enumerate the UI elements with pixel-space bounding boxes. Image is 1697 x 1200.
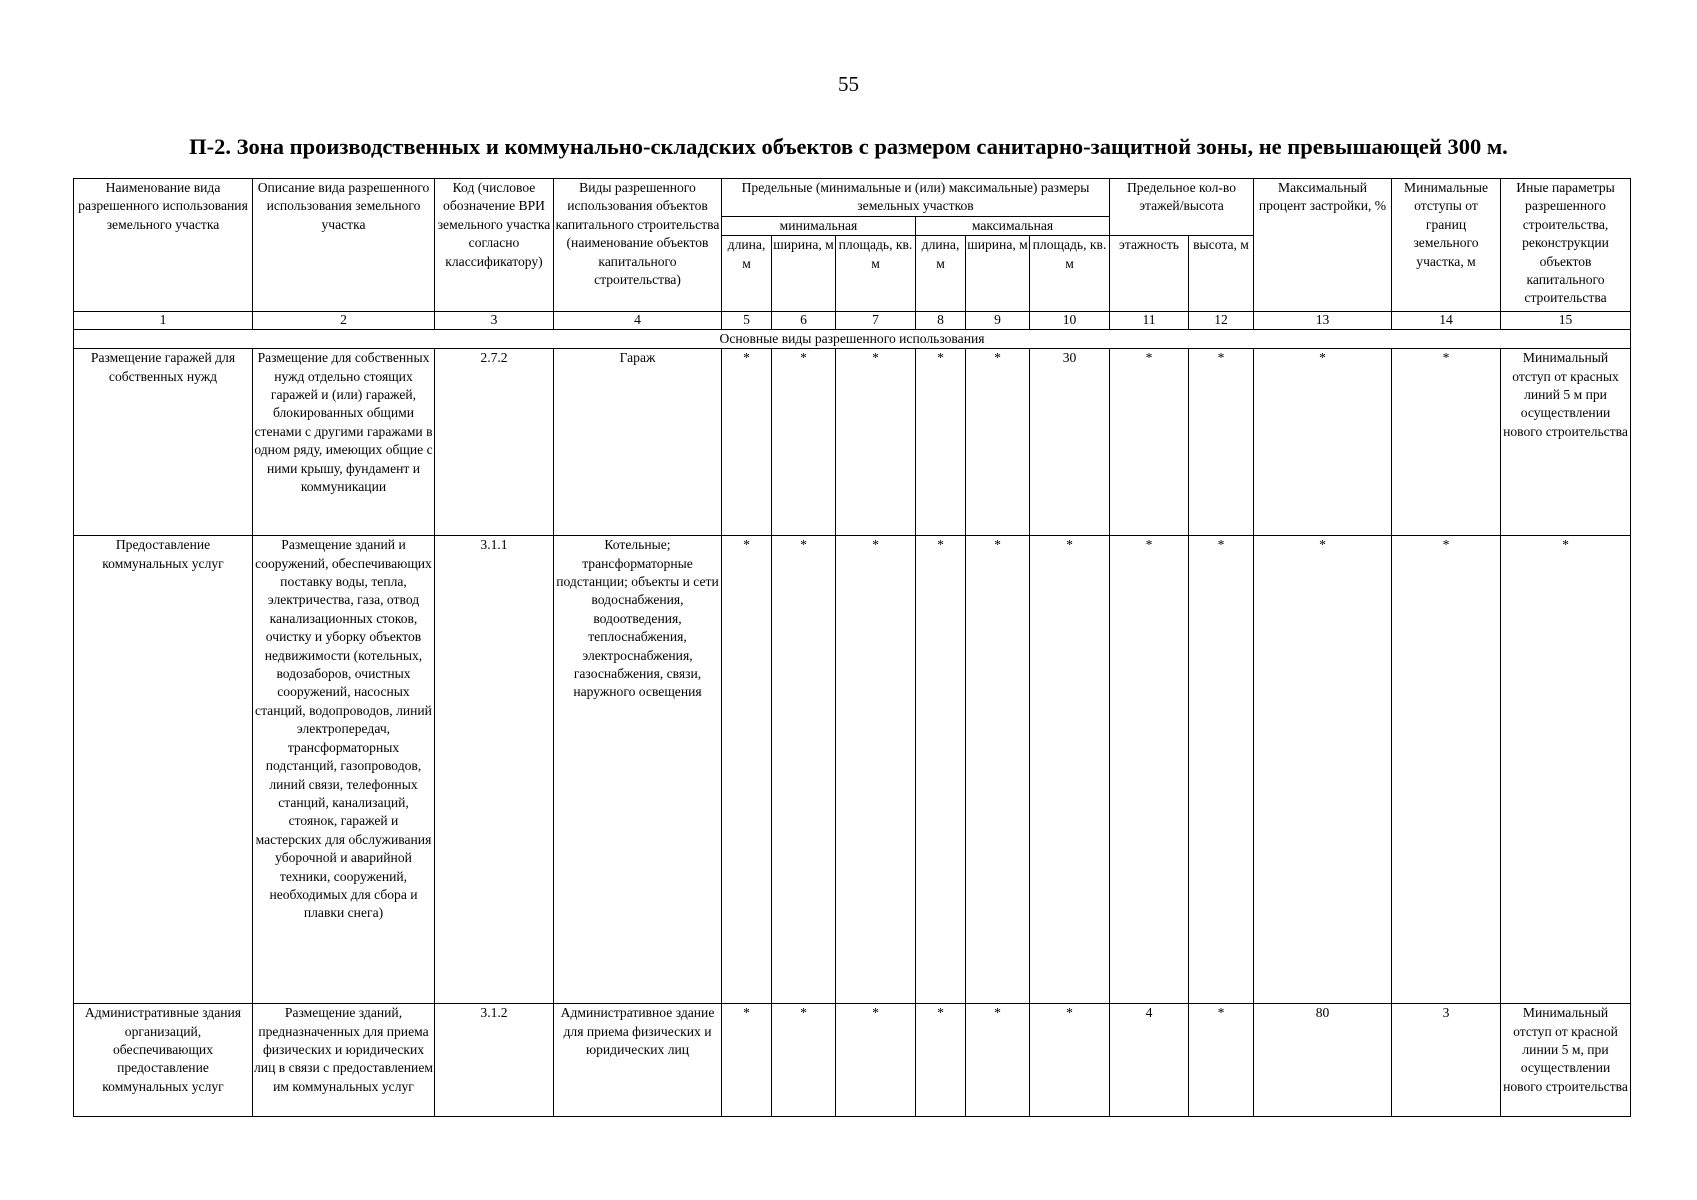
header-construction-objects: Виды разрешенного использования объектов капитального строительства (наименование объектов капитального строительства) — [554, 179, 722, 312]
max-length-value: * — [916, 536, 966, 1004]
column-number: 14 — [1392, 312, 1501, 330]
land-use-description: Размещение зданий и сооружений, обеспечивающих поставку воды, тепла, электричества, газа, отвод канализационных стоков, очистку и уборку объектов недвижимости (котельных, водозаборов, очистных сооружений, насосных станций, водопроводов, линий электропередач, трансформаторных подстанций, газопроводов, линий связи, телефонных станций, канализаций, стоянок, гаражей и мастерских для обслуживания уборочной и аварийной техники, сооружений, необходимых для сбора и плавки снега) — [253, 536, 435, 1004]
column-number: 8 — [916, 312, 966, 330]
max-width-value: * — [966, 349, 1030, 536]
min-width-value: * — [772, 349, 836, 536]
other-parameters-value: Минимальный отступ от красных линий 5 м при осуществлении нового строительства — [1501, 349, 1631, 536]
section-title: Основные виды разрешенного использования — [74, 330, 1631, 349]
column-number: 11 — [1110, 312, 1189, 330]
setback-value: 3 — [1392, 1004, 1501, 1117]
construction-objects: Гараж — [554, 349, 722, 536]
floors-value: * — [1110, 349, 1189, 536]
header-max-building-percent: Максимальный процент застройки, % — [1254, 179, 1392, 312]
column-number: 3 — [435, 312, 554, 330]
min-area-value: * — [836, 349, 916, 536]
header-max-length: длина, м — [916, 236, 966, 312]
max-length-value: * — [916, 1004, 966, 1117]
column-number: 1 — [74, 312, 253, 330]
section-row — [74, 330, 1631, 349]
header-min-area: площадь, кв. м — [836, 236, 916, 312]
column-number: 6 — [772, 312, 836, 330]
setback-value: * — [1392, 536, 1501, 1004]
max-width-value: * — [966, 536, 1030, 1004]
column-number: 15 — [1501, 312, 1631, 330]
header-max-width: ширина, м — [966, 236, 1030, 312]
header-floors: этажность — [1110, 236, 1189, 312]
table-row — [74, 536, 1631, 1004]
table-row — [74, 1004, 1631, 1117]
column-number: 10 — [1030, 312, 1110, 330]
max-length-value: * — [916, 349, 966, 536]
header-max-area: площадь, кв. м — [1030, 236, 1110, 312]
building-percent-value: * — [1254, 536, 1392, 1004]
land-use-code: 3.1.2 — [435, 1004, 554, 1117]
header-land-use-description: Описание вида разрешенного использования земельного участка — [253, 179, 435, 312]
min-area-value: * — [836, 536, 916, 1004]
height-value: * — [1189, 536, 1254, 1004]
header-land-use-name: Наименование вида разрешенного использования земельного участка — [74, 179, 253, 312]
column-number: 7 — [836, 312, 916, 330]
column-number-row — [74, 312, 1631, 330]
header-min-width: ширина, м — [772, 236, 836, 312]
column-number: 5 — [722, 312, 772, 330]
header-maximum: максимальная — [916, 216, 1110, 235]
land-use-name: Предоставление коммунальных услуг — [74, 536, 253, 1004]
construction-objects: Административное здание для приема физических и юридических лиц — [554, 1004, 722, 1117]
construction-objects: Котельные; трансформаторные подстанции; объекты и сети водоснабжения, водоотведения, теплоснабжения, электроснабжения, газоснабжения, связи, наружного освещения — [554, 536, 722, 1004]
min-length-value: * — [722, 536, 772, 1004]
max-area-value: * — [1030, 536, 1110, 1004]
table-row — [74, 349, 1631, 536]
header-minimum: минимальная — [722, 216, 916, 235]
column-number: 9 — [966, 312, 1030, 330]
floors-value: * — [1110, 536, 1189, 1004]
header-plot-size-limits: Предельные (минимальные и (или) максимальные) размеры земельных участков — [722, 179, 1110, 217]
min-width-value: * — [772, 1004, 836, 1117]
header-min-length: длина, м — [722, 236, 772, 312]
land-use-code: 2.7.2 — [435, 349, 554, 536]
max-area-value: * — [1030, 1004, 1110, 1117]
min-length-value: * — [722, 1004, 772, 1117]
land-use-description: Размещение для собственных нужд отдельно стоящих гаражей и (или) гаражей, блокированных общими стенами с другими гаражами в одном ряду, имеющих общие с ними крышу, фундамент и коммуникации — [253, 349, 435, 536]
land-use-name: Административные здания организаций, обеспечивающих предоставление коммунальных услуг — [74, 1004, 253, 1117]
other-parameters-value: * — [1501, 536, 1631, 1004]
other-parameters-value: Минимальный отступ от красной линии 5 м, при осуществлении нового строительства — [1501, 1004, 1631, 1117]
land-use-name: Размещение гаражей для собственных нужд — [74, 349, 253, 536]
land-use-code: 3.1.1 — [435, 536, 554, 1004]
setback-value: * — [1392, 349, 1501, 536]
height-value: * — [1189, 1004, 1254, 1117]
building-percent-value: 80 — [1254, 1004, 1392, 1117]
column-number: 12 — [1189, 312, 1254, 330]
header-height: высота, м — [1189, 236, 1254, 312]
land-use-description: Размещение зданий, предназначенных для приема физических и юридических лиц в связи с предоставлением им коммунальных услуг — [253, 1004, 435, 1117]
header-code: Код (числовое обозначение ВРИ земельного участка согласно классификатору) — [435, 179, 554, 312]
page-number: 55 — [838, 72, 859, 96]
document-title: П-2. Зона производственных и коммунально-складских объектов с размером санитарно-защитной зоны, не превышающей 300 м. — [189, 134, 1508, 159]
column-number: 4 — [554, 312, 722, 330]
height-value: * — [1189, 349, 1254, 536]
header-other-parameters: Иные параметры разрешенного строительства, реконструкции объектов капитального строительства — [1501, 179, 1631, 312]
column-number: 13 — [1254, 312, 1392, 330]
header-floors-height-group: Предельное кол-во этажей/высота — [1110, 179, 1254, 236]
header-row-1 — [74, 179, 1631, 199]
max-width-value: * — [966, 1004, 1030, 1117]
floors-value: 4 — [1110, 1004, 1189, 1117]
zoning-regulations-table — [73, 178, 1631, 1117]
min-width-value: * — [772, 536, 836, 1004]
min-area-value: * — [836, 1004, 916, 1117]
max-area-value: 30 — [1030, 349, 1110, 536]
header-min-setbacks: Минимальные отступы от границ земельного участка, м — [1392, 179, 1501, 312]
min-length-value: * — [722, 349, 772, 536]
column-number: 2 — [253, 312, 435, 330]
building-percent-value: * — [1254, 349, 1392, 536]
